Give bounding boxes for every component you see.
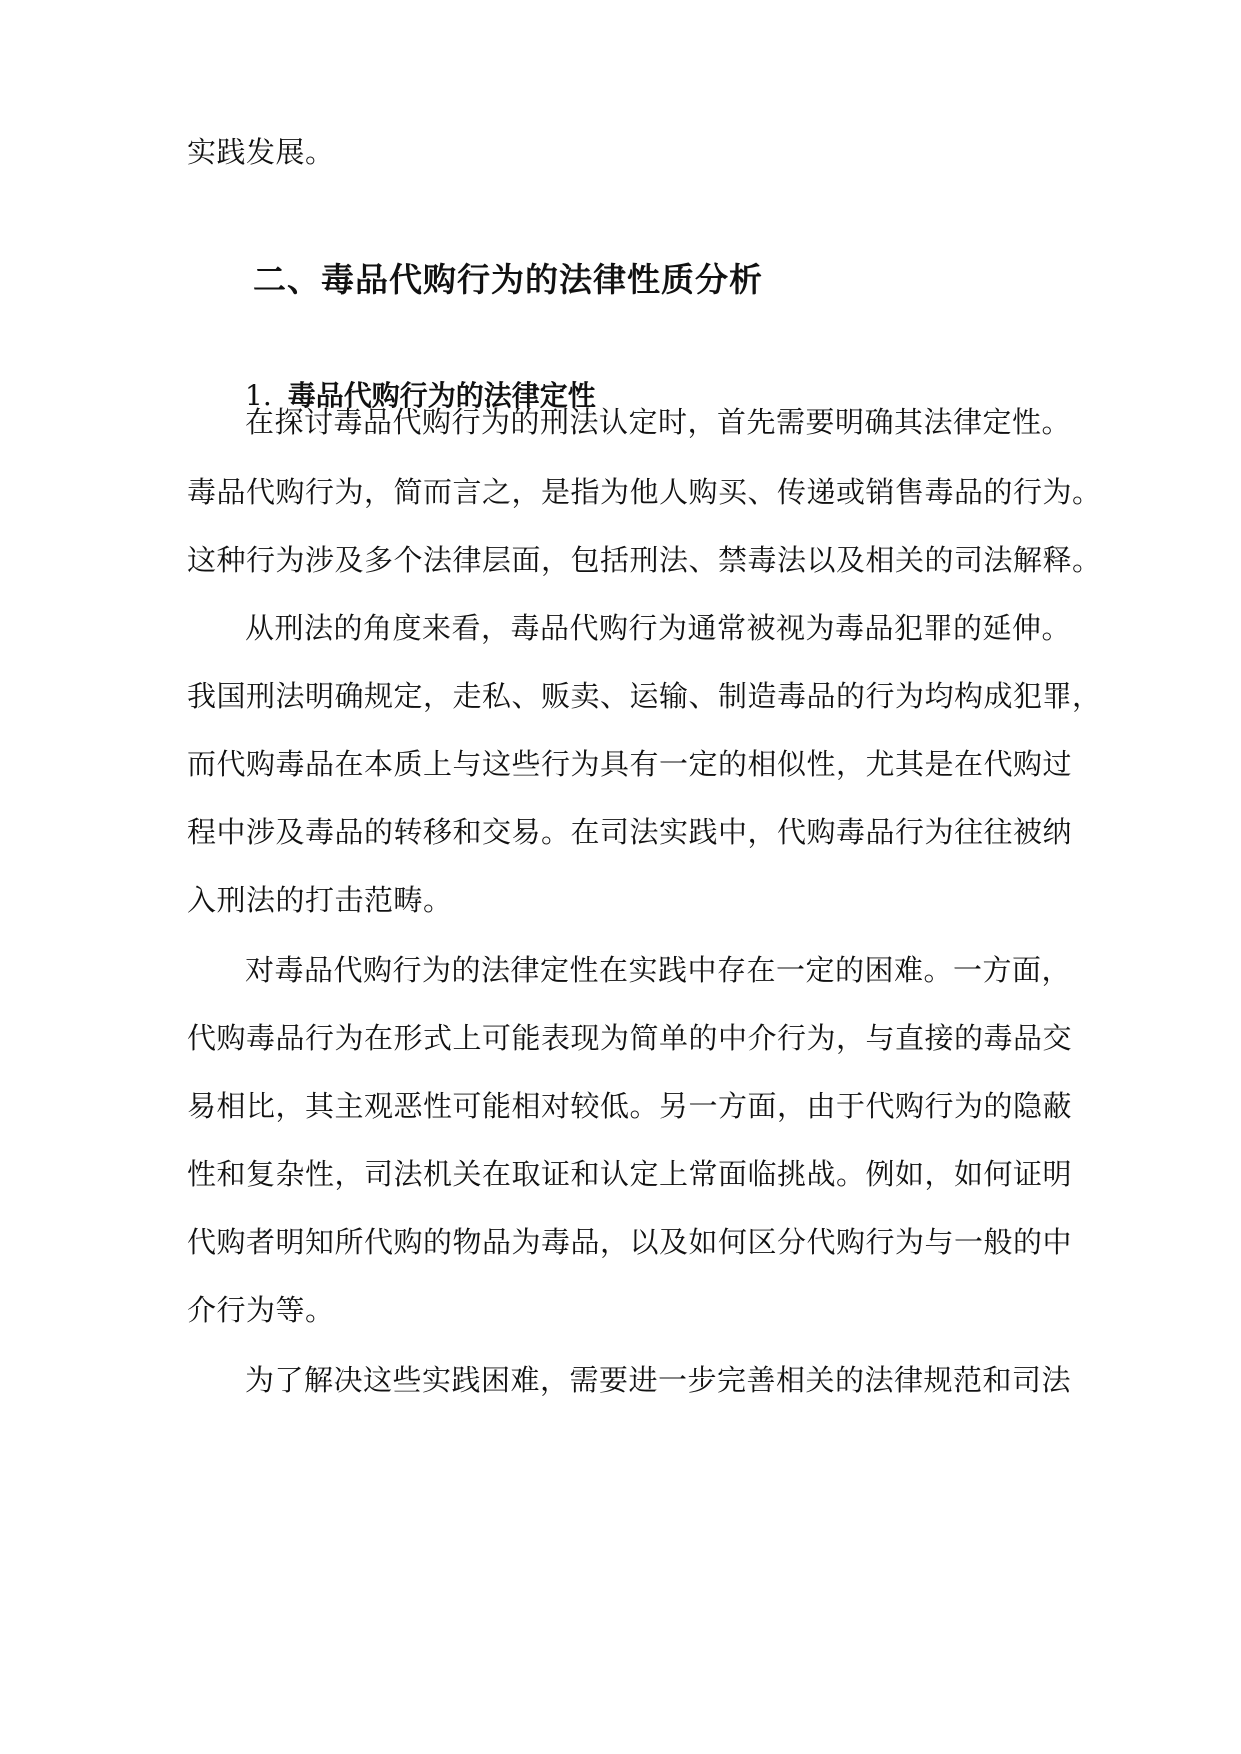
paragraph-line: 从刑法的角度来看，毒品代购行为通常被视为毒品犯罪的延伸。 (245, 611, 1072, 645)
paragraph-line: 入刑法的打击范畴。 (187, 883, 453, 917)
paragraph-line: 而代购毒品在本质上与这些行为具有一定的相似性，尤其是在代购过 (187, 747, 1073, 781)
paragraph-line: 介行为等。 (187, 1293, 335, 1327)
paragraph-line: 为了解决这些实践困难，需要进一步完善相关的法律规范和司法 (245, 1363, 1072, 1397)
paragraph-line: 毒品代购行为，简而言之，是指为他人购买、传递或销售毒品的行为。 (187, 475, 1102, 509)
paragraph-line: 程中涉及毒品的转移和交易。在司法实践中，代购毒品行为往往被纳 (187, 815, 1073, 849)
subsection-number: 1. (245, 379, 272, 412)
paragraph-line: 代购毒品行为在形式上可能表现为简单的中介行为，与直接的毒品交 (187, 1021, 1073, 1055)
paragraph-line: 我国刑法明确规定，走私、贩卖、运输、制造毒品的行为均构成犯罪， (187, 679, 1102, 713)
paragraph-line: 性和复杂性，司法机关在取证和认定上常面临挑战。例如，如何证明 (187, 1157, 1073, 1191)
paragraph-line: 代购者明知所代购的物品为毒品，以及如何区分代购行为与一般的中 (187, 1225, 1073, 1259)
paragraph-line: 在探讨毒品代购行为的刑法认定时，首先需要明确其法律定性。 (245, 405, 1072, 439)
paragraph-line: 实践发展。 (187, 135, 335, 169)
subsection-title: 毒品代购行为的法律定性 (287, 379, 596, 412)
paragraph-line: 易相比，其主观恶性可能相对较低。另一方面，由于代购行为的隐蔽 (187, 1089, 1073, 1123)
paragraph-line: 这种行为涉及多个法律层面，包括刑法、禁毒法以及相关的司法解释。 (187, 543, 1102, 577)
section-heading: 二、毒品代购行为的法律性质分析 (253, 260, 763, 299)
paragraph-line: 对毒品代购行为的法律定性在实践中存在一定的困难。一方面， (245, 953, 1072, 987)
